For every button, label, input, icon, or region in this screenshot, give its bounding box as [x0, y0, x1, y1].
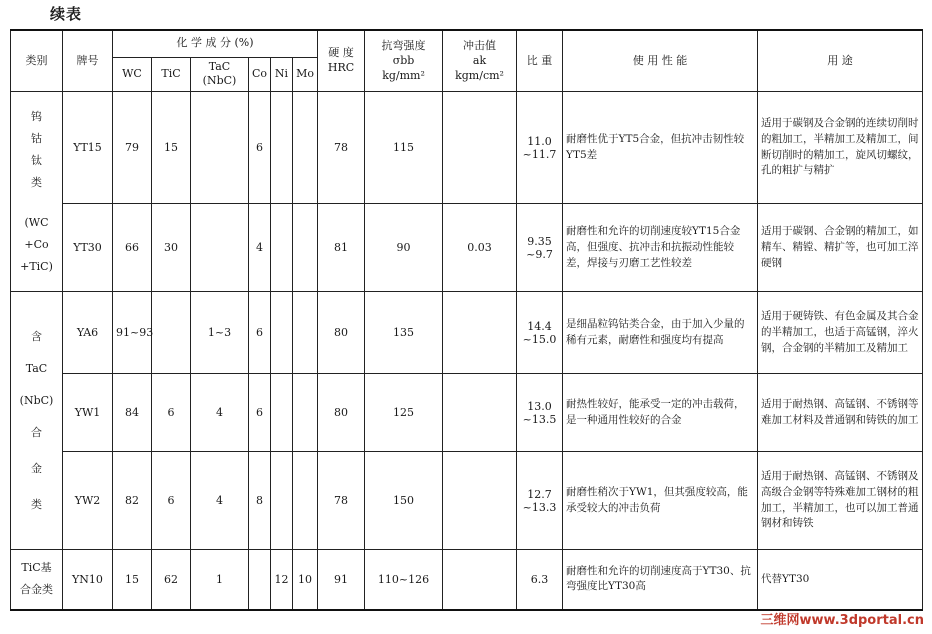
density-cell: 11.0 ~11.7: [517, 92, 563, 204]
ni-cell: [271, 374, 293, 452]
header-impact: 冲击值 ak kgm/cm²: [443, 30, 517, 92]
header-composition: 化 学 成 分 (%): [113, 30, 318, 57]
tac-cell: [191, 92, 249, 204]
impact-cell: [443, 374, 517, 452]
density-cell: 9.35 ~9.7: [517, 204, 563, 292]
page-title: 续表: [50, 5, 83, 23]
impact-cell: [443, 452, 517, 550]
mo-cell: [293, 204, 318, 292]
category-tac: 含 TaC (NbC) 合 金 类: [11, 292, 63, 550]
wc-cell: 91~93: [113, 292, 152, 374]
table-row: [11, 374, 923, 452]
impact-cell: [443, 92, 517, 204]
tic-cell: 15: [152, 92, 191, 204]
grade-cell: YT30: [63, 204, 113, 292]
grade-cell: YT15: [63, 92, 113, 204]
ni-cell: [271, 292, 293, 374]
tic-cell: 30: [152, 204, 191, 292]
bending-cell: 150: [365, 452, 443, 550]
table-row: [11, 92, 923, 204]
usage-cell: 适用于碳钢、合金钢的精加工，如精车、精镗、精扩等，也可加工淬硬钢: [758, 204, 923, 292]
co-cell: 6: [249, 92, 271, 204]
grade-cell: YW1: [63, 374, 113, 452]
impact-cell: 0.03: [443, 204, 517, 292]
ni-cell: [271, 204, 293, 292]
header-hardness: 硬 度 HRC: [318, 30, 365, 92]
performance-cell: 耐磨性优于YT5合金，但抗冲击韧性较YT5差: [563, 92, 758, 204]
mo-cell: [293, 92, 318, 204]
tac-cell: 4: [191, 374, 249, 452]
co-cell: 6: [249, 374, 271, 452]
bending-cell: 135: [365, 292, 443, 374]
hrc-cell: 78: [318, 92, 365, 204]
density-cell: 13.0 ~13.5: [517, 374, 563, 452]
impact-cell: [443, 292, 517, 374]
bending-cell: 125: [365, 374, 443, 452]
header-ni: Ni: [271, 57, 293, 92]
header-usage: 用 途: [758, 30, 923, 92]
header-wc: WC: [113, 57, 152, 92]
header-mo: Mo: [293, 57, 318, 92]
usage-cell: 适用于耐热钢、高锰钢、不锈钢等难加工材料及普通钢和铸铁的加工: [758, 374, 923, 452]
wc-cell: 82: [113, 452, 152, 550]
grade-cell: YN10: [63, 550, 113, 610]
performance-cell: 是细晶粒钨钴类合金，由于加入少量的稀有元素，耐磨性和强度均有提高: [563, 292, 758, 374]
density-cell: 6.3: [517, 550, 563, 610]
tac-cell: 1: [191, 550, 249, 610]
tic-cell: 62: [152, 550, 191, 610]
ni-cell: [271, 452, 293, 550]
alloy-table: [10, 29, 923, 611]
category-tic: TiC基 合金类: [11, 550, 63, 610]
mo-cell: [293, 374, 318, 452]
table-wrapper: [10, 29, 922, 611]
watermark: 三维网www.3dportal.cn: [760, 613, 924, 628]
grade-cell: YA6: [63, 292, 113, 374]
bending-cell: 115: [365, 92, 443, 204]
hrc-cell: 80: [318, 374, 365, 452]
performance-cell: 耐磨性和允许的切削速度较YT15合金高，但强度、抗冲击和抗振动性能较差，焊接与刃磨工艺性较差: [563, 204, 758, 292]
co-cell: [249, 550, 271, 610]
hrc-cell: 81: [318, 204, 365, 292]
table-row: [11, 292, 923, 374]
grade-cell: YW2: [63, 452, 113, 550]
wc-cell: 79: [113, 92, 152, 204]
usage-cell: 适用于耐热钢、高锰钢、不锈钢及高级合金钢等特殊难加工钢材的粗加工，半精加工，也可以加工普通钢材和铸铁: [758, 452, 923, 550]
header-co: Co: [249, 57, 271, 92]
header-grade: 牌号: [63, 30, 113, 92]
bending-cell: 110~126: [365, 550, 443, 610]
impact-cell: [443, 550, 517, 610]
table-row: [11, 452, 923, 550]
mo-cell: 10: [293, 550, 318, 610]
header-category: 类别: [11, 30, 63, 92]
tac-cell: [191, 204, 249, 292]
header-performance: 使 用 性 能: [563, 30, 758, 92]
hrc-cell: 91: [318, 550, 365, 610]
co-cell: 4: [249, 204, 271, 292]
performance-cell: 耐磨性和允许的切削速度高于YT30、抗弯强度比YT30高: [563, 550, 758, 610]
tac-cell: 1~3: [191, 292, 249, 374]
header-density: 比 重: [517, 30, 563, 92]
header-bending: 抗弯强度 σbb kg/mm²: [365, 30, 443, 92]
wc-cell: 15: [113, 550, 152, 610]
hrc-cell: 80: [318, 292, 365, 374]
header-tic: TiC: [152, 57, 191, 92]
wc-cell: 66: [113, 204, 152, 292]
density-cell: 14.4 ~15.0: [517, 292, 563, 374]
header-tac: TaC (NbC): [191, 57, 249, 92]
density-cell: 12.7 ~13.3: [517, 452, 563, 550]
co-cell: 6: [249, 292, 271, 374]
ni-cell: 12: [271, 550, 293, 610]
usage-cell: 代替YT30: [758, 550, 923, 610]
usage-cell: 适用于硬铸铁、有色金属及其合金的半精加工，也适于高锰钢，淬火钢，合金钢的半精加工及精加工: [758, 292, 923, 374]
tic-cell: [152, 292, 191, 374]
mo-cell: [293, 452, 318, 550]
tac-cell: 4: [191, 452, 249, 550]
mo-cell: [293, 292, 318, 374]
table-row: [11, 204, 923, 292]
performance-cell: 耐热性较好，能承受一定的冲击载荷，是一种通用性较好的合金: [563, 374, 758, 452]
co-cell: 8: [249, 452, 271, 550]
performance-cell: 耐磨性稍次于YW1，但其强度较高，能承受较大的冲击负荷: [563, 452, 758, 550]
table-row: [11, 550, 923, 610]
ni-cell: [271, 92, 293, 204]
wc-cell: 84: [113, 374, 152, 452]
usage-cell: 适用于碳钢及合金钢的连续切削时的粗加工，半精加工及精加工，间断切削时的精加工，旋风切螺纹，孔的粗扩与精扩: [758, 92, 923, 204]
bending-cell: 90: [365, 204, 443, 292]
category-wtc: 钨 钴 钛 类 (WC +Co +TiC): [11, 92, 63, 292]
hrc-cell: 78: [318, 452, 365, 550]
tic-cell: 6: [152, 374, 191, 452]
tic-cell: 6: [152, 452, 191, 550]
